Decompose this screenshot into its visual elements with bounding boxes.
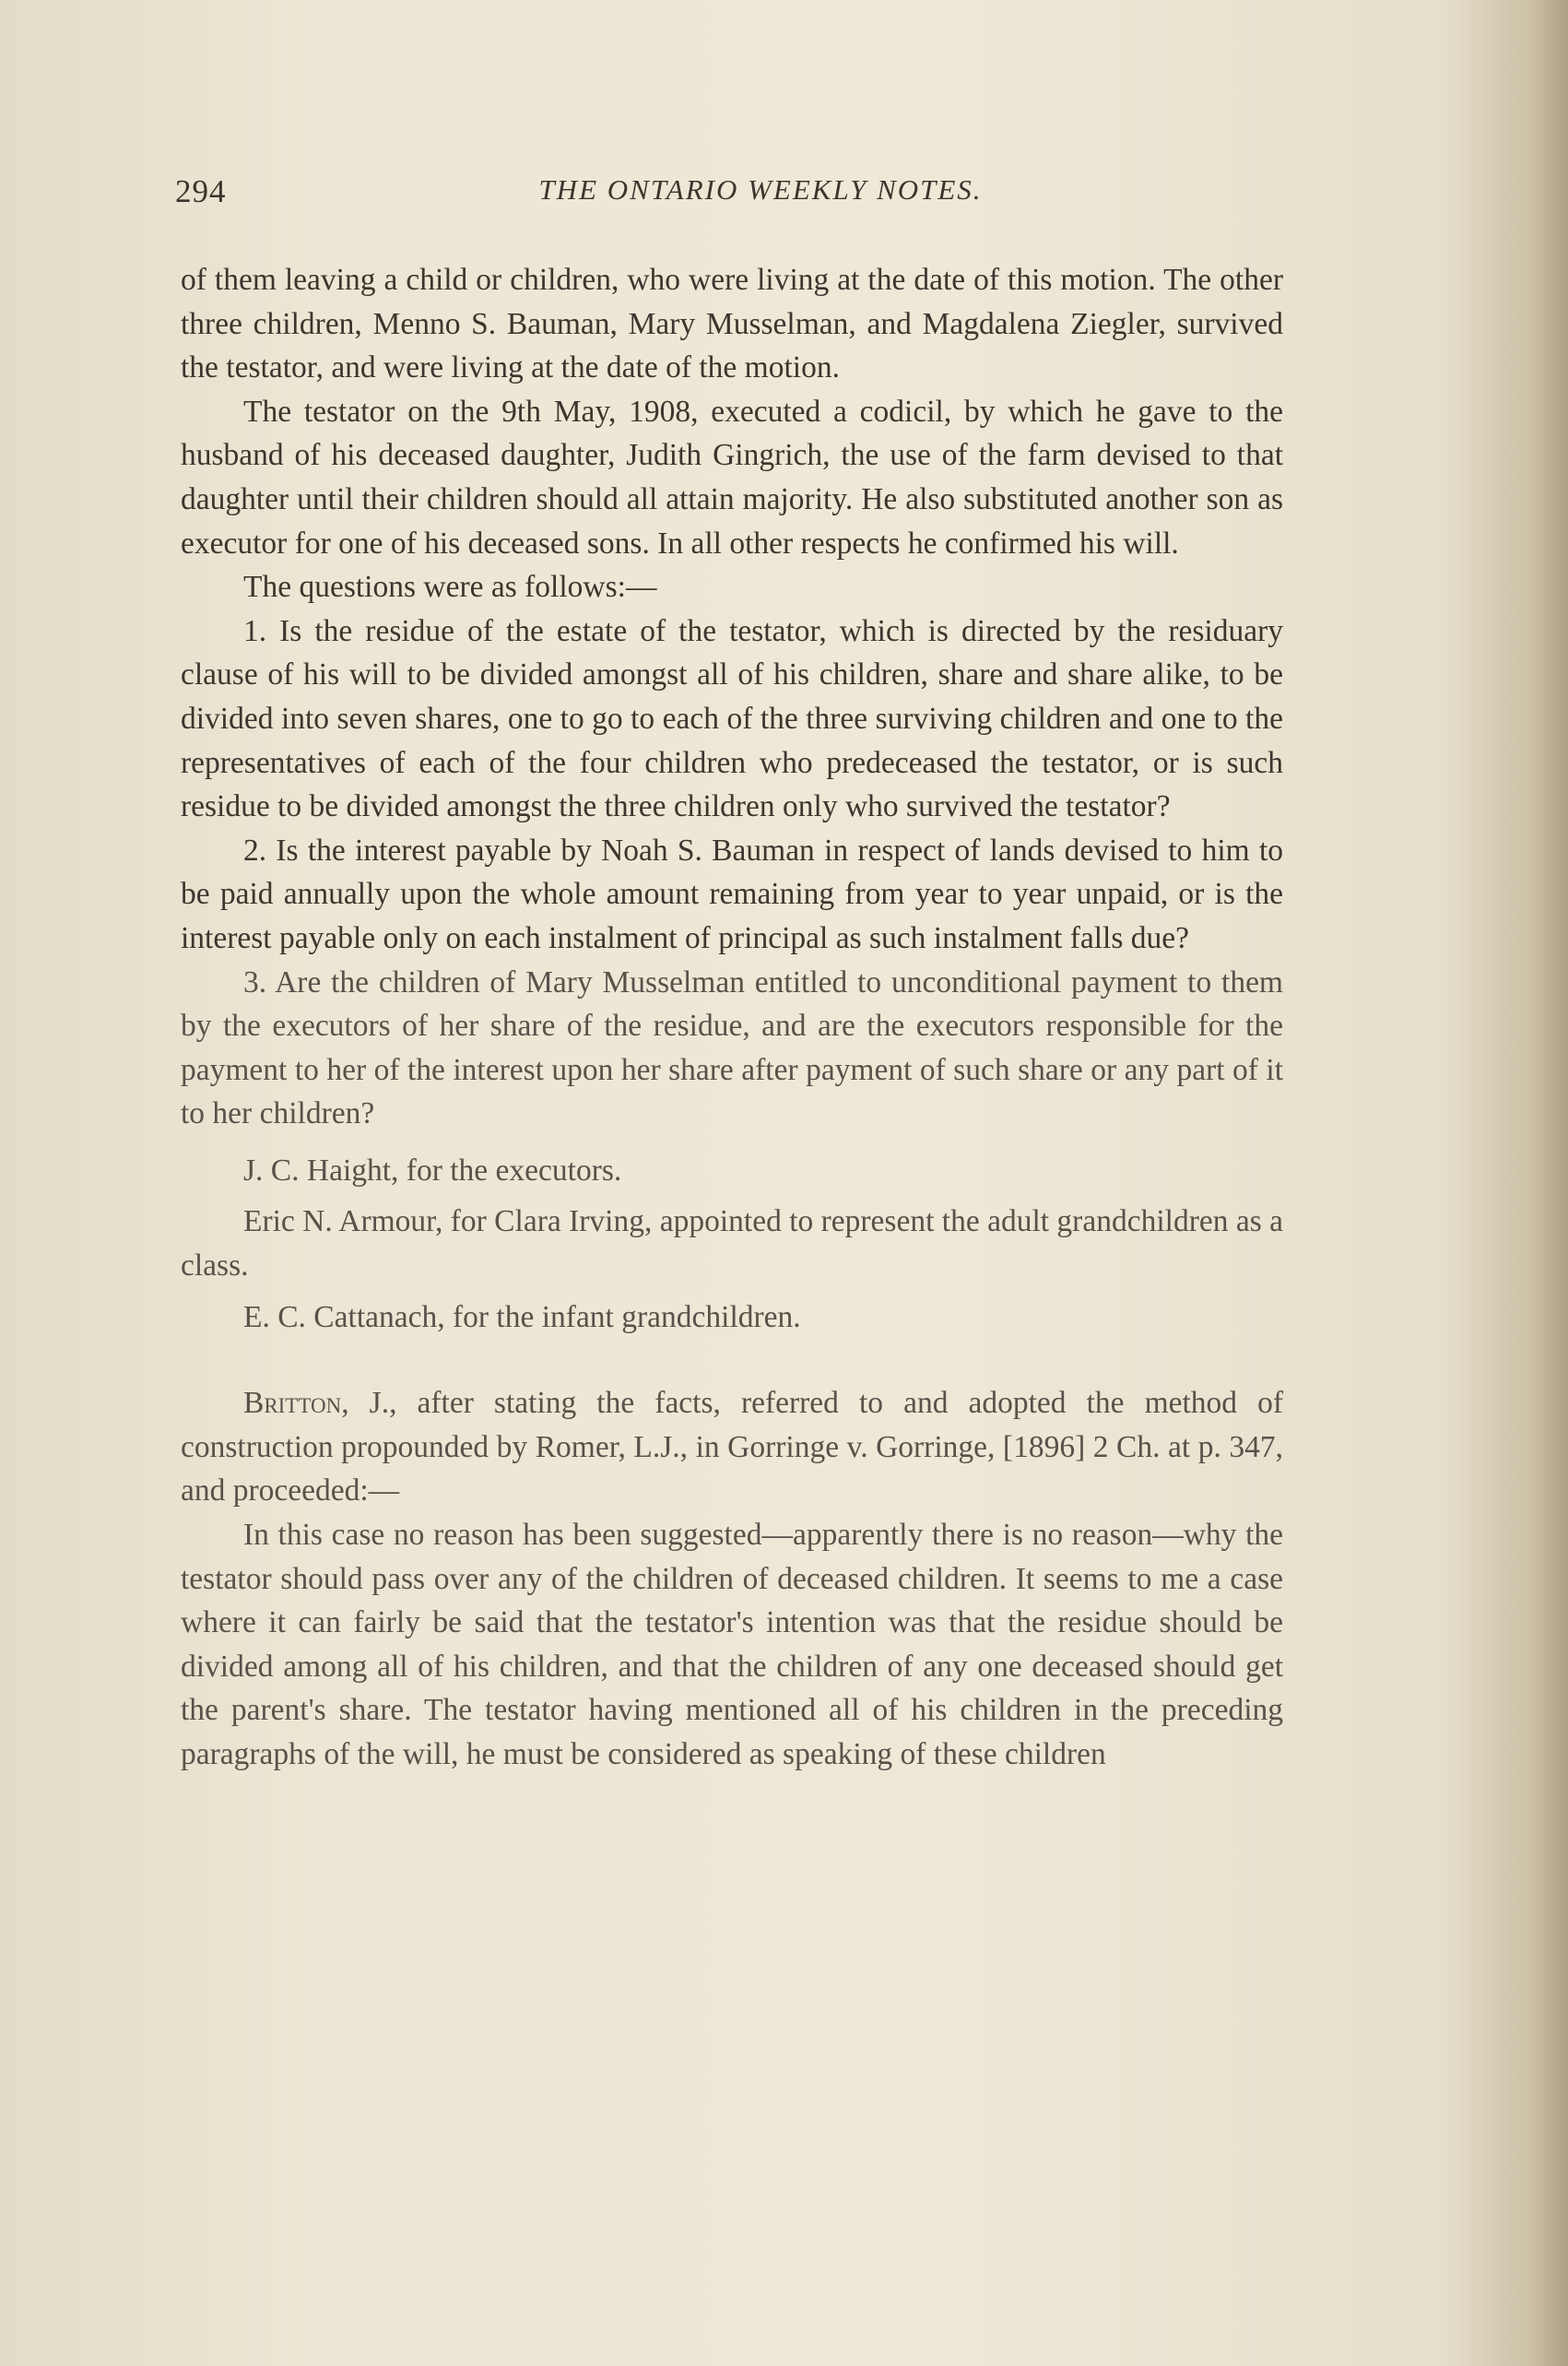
question-2: 2. Is the interest payable by Noah S. Bauman in respect of lands devised to him to be paid annually upon the whole amount remaining from year to year unpaid, or is the interest payable only on each instalment of principal as such instalment falls due? [181,833,1283,955]
question-1: 1. Is the residue of the estate of the testator, which is directed by the residuary clause of his will to be divided amongst all of his children, share and share alike, to be divided into seven shares, one to go to each of the three surviving children and one to the representatives of each of the four children who predeceased the testator, or is such residue to be divided amongst the three children only who survived the testator? [181,613,1283,824]
judgment-opening-text: after stating the facts, referred to and adopted the method of construction propounded by Romer, L.J., in Gorringe v. Gorringe, [1896] 2 Ch. at p. 347, and proceeded:— [181,1386,1284,1508]
judge-name: Britton, J., [243,1386,397,1421]
page-body [181,258,1283,1777]
judgment-opening [181,1381,1283,1513]
counsel-executors: J. C. Haight, for the executors. [243,1153,622,1188]
paragraph-continuation: of them leaving a child or children, who were living at the date of this motion. The other three children, Menno S. Bauman, Mary Musselman, and Magdalena Ziegler, survived the testator, and were living at the date of the motion. [181,263,1283,385]
counsel-adult-grandchildren: Eric N. Armour, for Clara Irving, appointed to represent the adult grandchildren as a class. [181,1204,1283,1284]
page-number: 294 [175,173,227,209]
counsel-infant-grandchildren: E. C. Cattanach, for the infant grandchildren. [243,1299,801,1334]
paragraph-codicil: The testator on the 9th May, 1908, executed a codicil, by which he gave to the husband of his deceased daughter, Judith Gingrich, the use of the farm devised to that daughter until their children should all attain majority. He also substituted another son as executor for one of his deceased sons. In all other respects he confirmed his will. [181,394,1283,561]
page-header [175,173,1291,219]
judgment-paragraph: In this case no reason has been suggested—apparently there is no reason—why the testator should pass over any of the children of deceased children. It seems to me a case where it can fairly be said that the testator's intention was that the residue should be divided among all of his children, and that the children of any one deceased should get the parent's share. The testator having mentioned all of his children in the preceding paragraphs of the will, he must be considered as speaking of these children [181,1518,1283,1771]
question-3: 3. Are the children of Mary Musselman entitled to unconditional payment to them by the executors of her share of the residue, and are the executors responsible for the payment to her of the interest upon her share after payment of such share or any part of it to her children? [181,964,1283,1131]
paragraph-questions-intro: The questions were as follows:— [243,570,657,605]
running-title: THE ONTARIO WEEKLY NOTES. [538,173,983,206]
